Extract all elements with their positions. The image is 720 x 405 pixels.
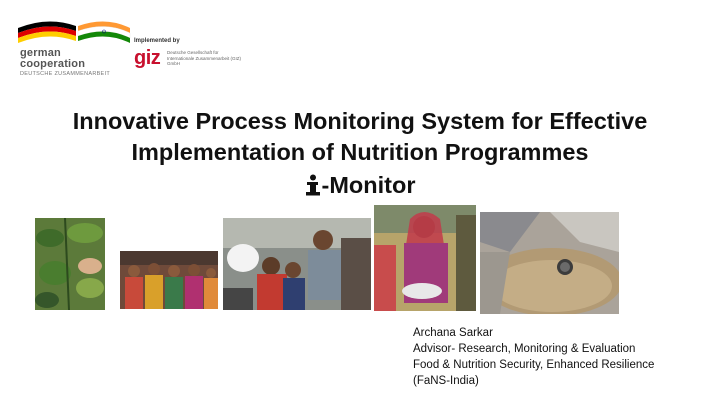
implemented-by-label: Implemented by <box>134 38 180 44</box>
feeding-children-photo <box>223 218 371 310</box>
german-cooperation-logo <box>14 12 244 82</box>
giz-logo: giz <box>134 47 161 69</box>
women-group-photo <box>120 251 218 309</box>
giz-subtext: Deutsche Gesellschaft für Internationale Zusammenarbeit (GIZ) GmbH <box>167 50 242 67</box>
title-line1: Innovative Process Monitoring System for Effective <box>72 108 648 134</box>
info-i-icon <box>305 173 321 203</box>
presenter-project: Food & Nutrition Security, Enhanced Resilience <box>413 359 655 371</box>
brand-line3: DEUTSCHE ZUSAMMENARBEIT <box>20 71 111 77</box>
flag-swoosh-icon <box>18 18 138 50</box>
presenter-info <box>413 325 654 389</box>
plant-photo <box>35 218 105 310</box>
subtitle <box>0 170 720 203</box>
woman-with-plate-photo <box>374 205 476 311</box>
brand-line1: german <box>20 47 61 59</box>
presenter-name: Archana Sarkar <box>413 327 493 339</box>
presenter-acronym: (FaNS-India) <box>413 375 479 387</box>
grain-sack-photo <box>480 212 619 314</box>
presenter-role: Advisor- Research, Monitoring & Evaluation <box>413 343 636 355</box>
brand-line2: cooperation <box>20 58 86 70</box>
title-line2: Implementation of Nutrition Programmes <box>131 139 589 165</box>
subtitle-text: -Monitor <box>321 172 416 198</box>
slide-title <box>0 106 720 168</box>
